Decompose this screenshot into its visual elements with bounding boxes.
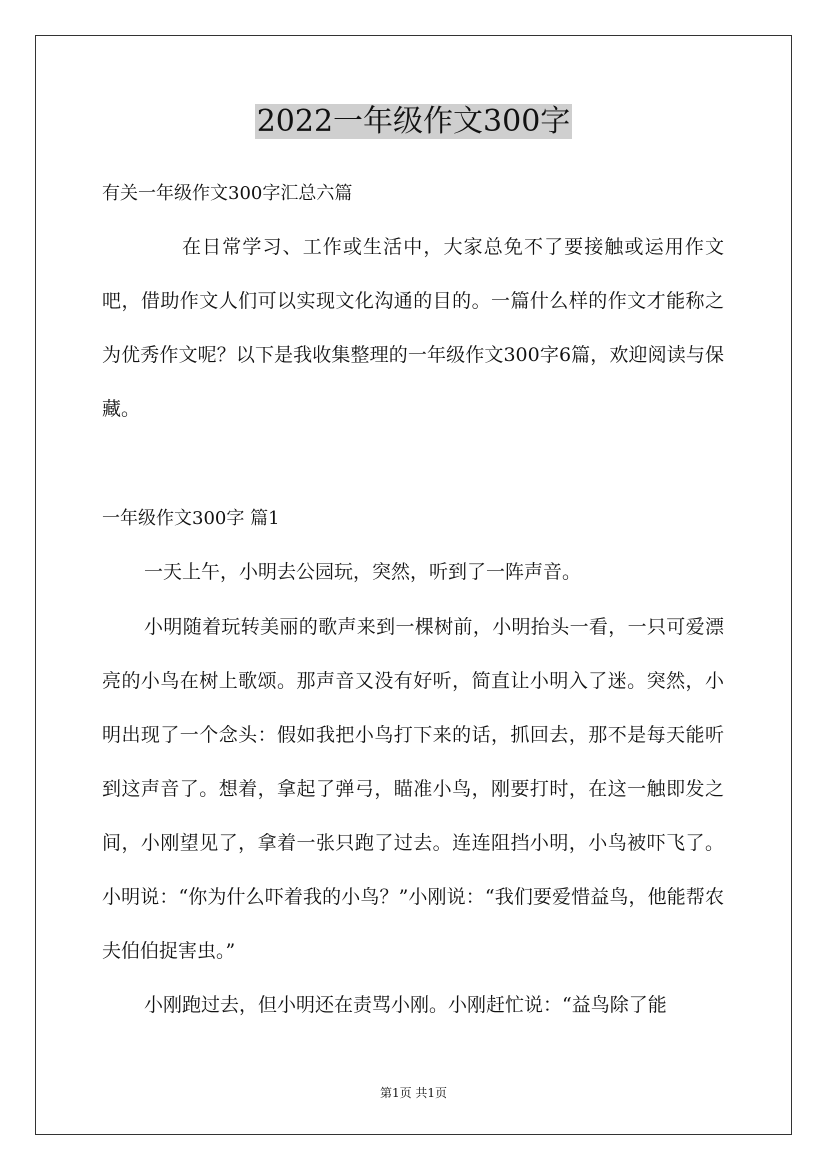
intro-paragraph: 在日常学习、工作或生活中，大家总免不了要接触或运用作文吧，借助作文人们可以实现文化沟通的目的。一篇什么样的作文才能称之为优秀作文呢？以下是我收集整理的一年级作文300字6篇，欢迎阅读与保藏。 [102, 236, 724, 420]
page-footer: 第1页 共1页 [379, 1086, 448, 1100]
body-paragraph-3: 小刚跑过去，但小明还在责骂小刚。小刚赶忙说：“益鸟除了能 [144, 994, 667, 1016]
section-heading: 一年级作文300字 篇1 [102, 508, 280, 529]
body-paragraph-1: 一天上午，小明去公园玩，突然，听到了一阵声音。 [144, 561, 582, 583]
document-title [0, 100, 827, 144]
document-title-text: 2022一年级作文300字 [256, 104, 571, 139]
document-subtitle: 有关一年级作文300字汇总六篇 [102, 183, 353, 204]
body-paragraph-2: 小明随着玩转美丽的歌声来到一棵树前，小明抬头一看，一只可爱漂亮的小鸟在树上歌颂。那声音又没有好听，简直让小明入了迷。突然，小明出现了一个念头：假如我把小鸟打下来的话，抓回去，那不是每天能听到这声音了。想着，拿起了弹弓，瞄准小鸟，刚要打时，在这一触即发之间，小刚望见了，拿着一张只跑了过去。连连阻挡小明，小鸟被吓飞了。小明说：“你为什么吓着我的小鸟？”小刚说：“我们要爱惜益鸟，他能帮农夫伯伯捉害虫。” [102, 616, 724, 962]
